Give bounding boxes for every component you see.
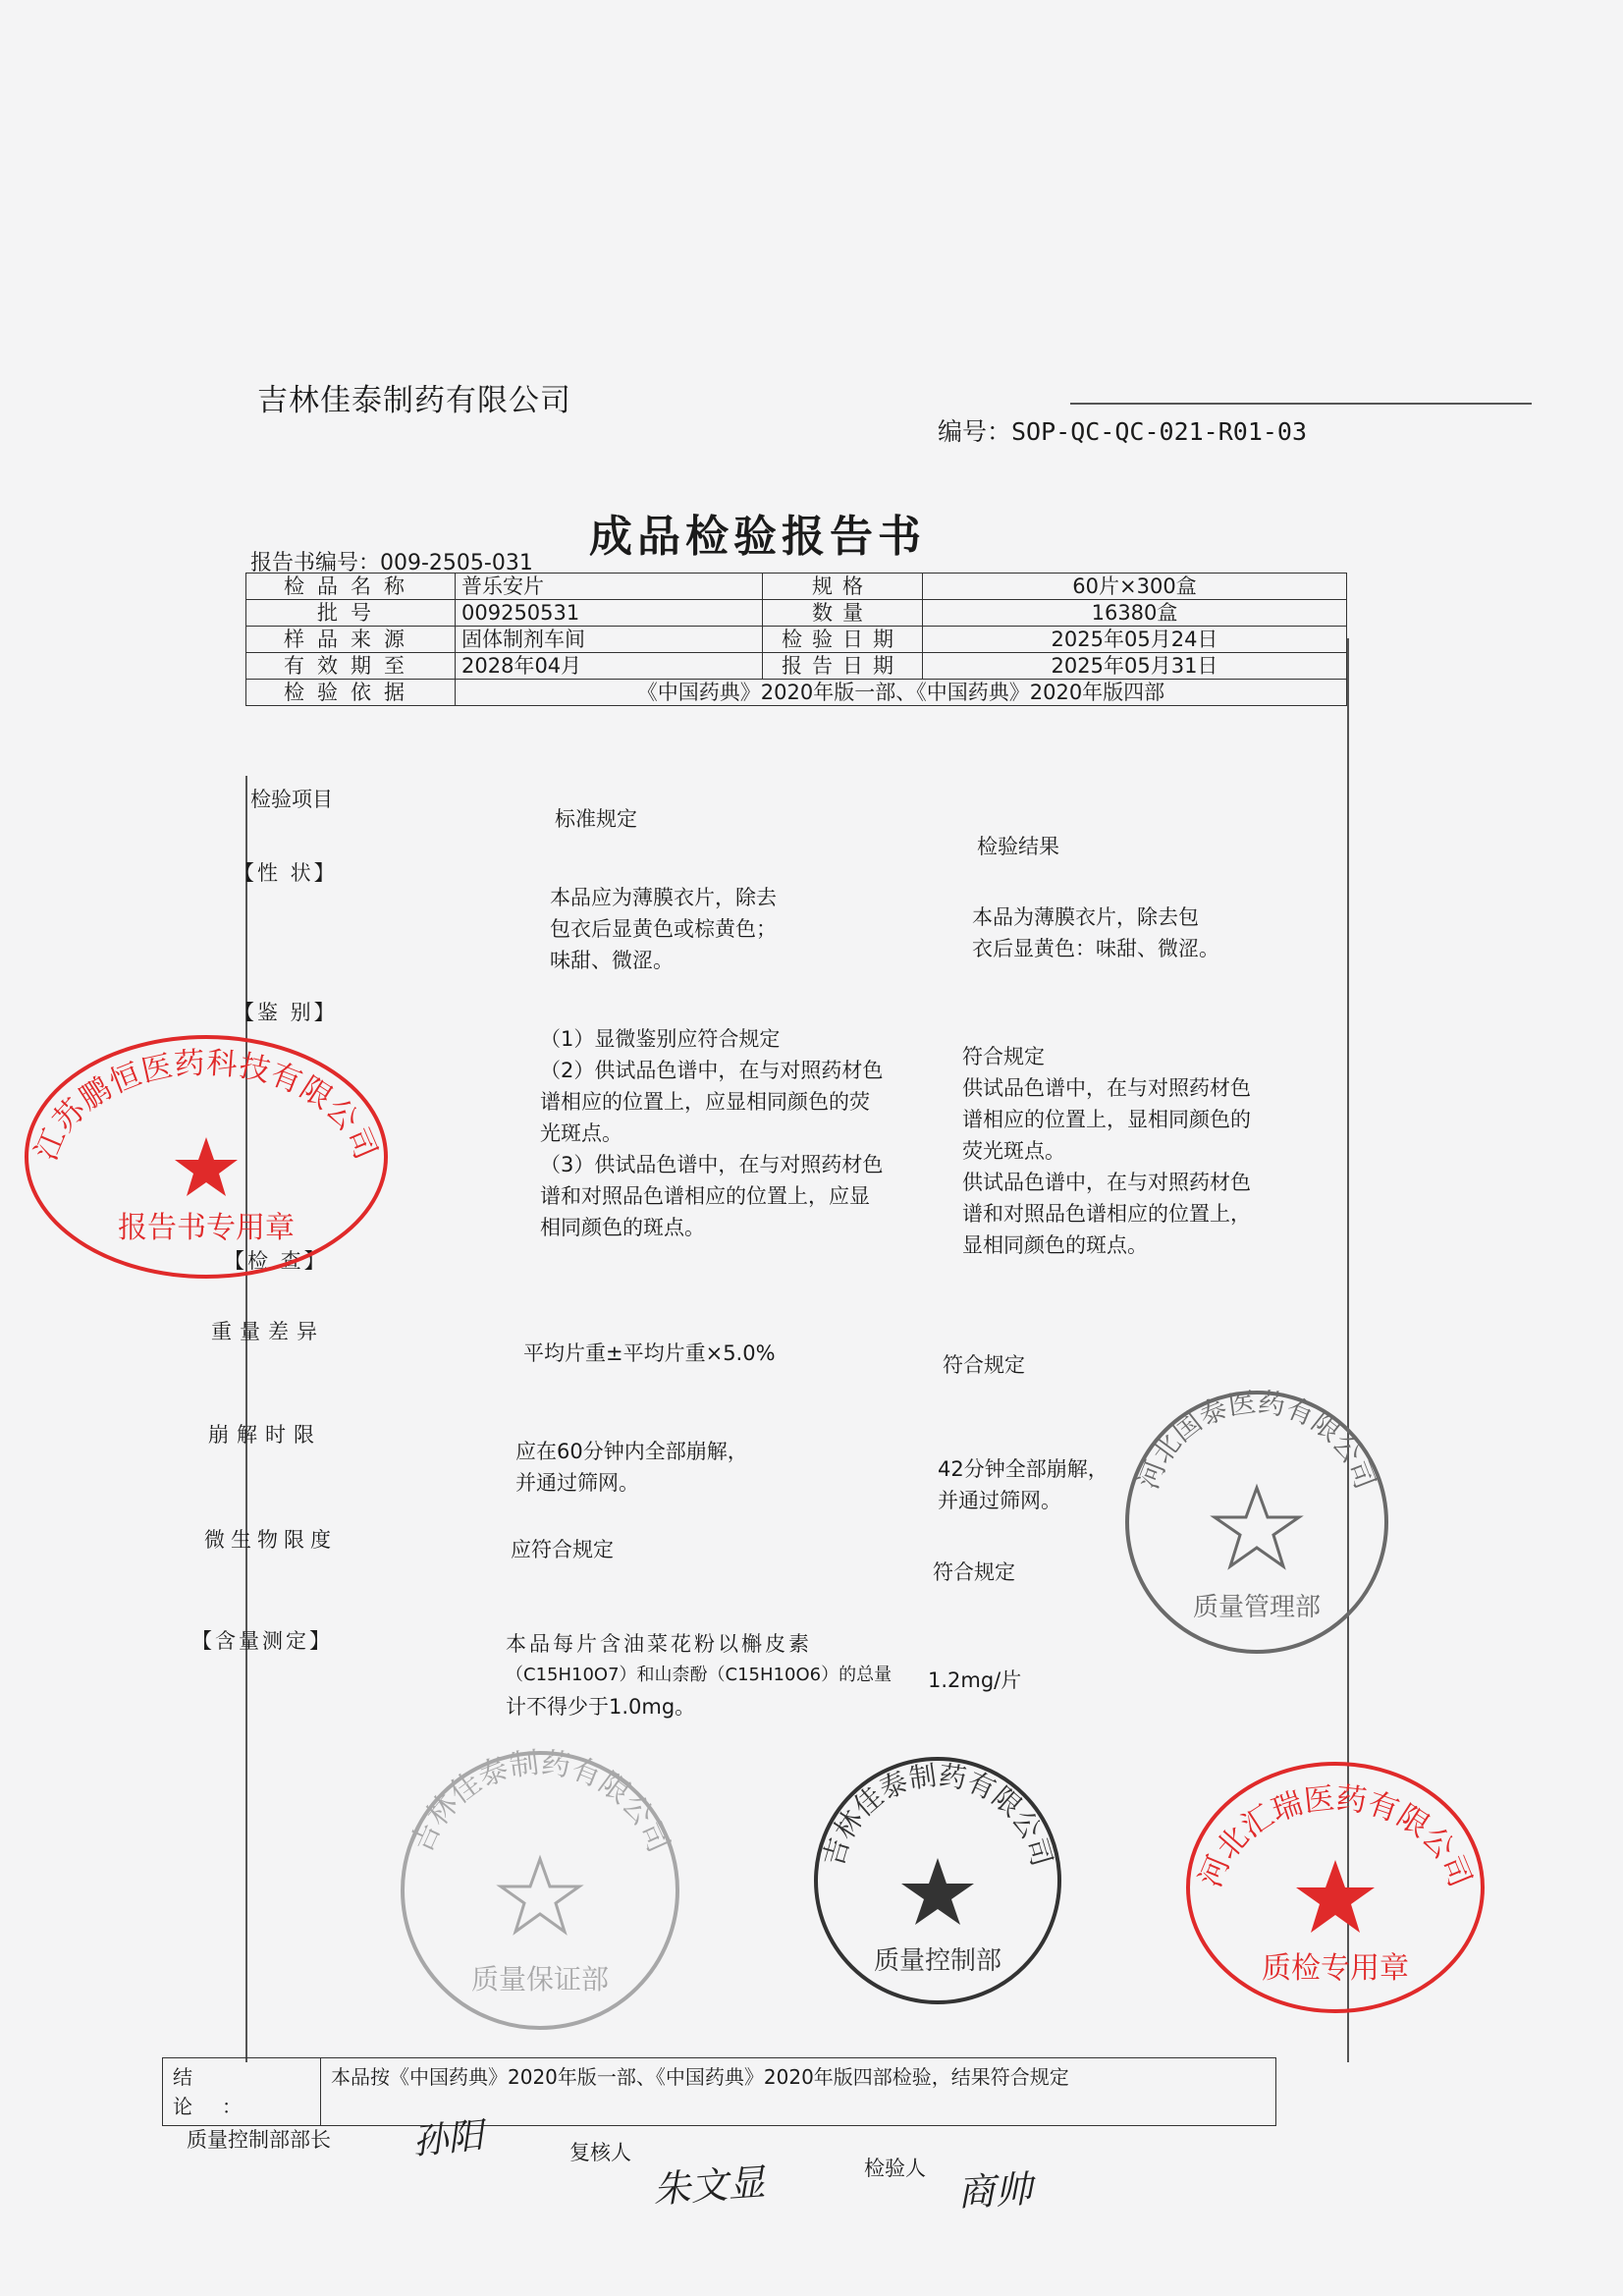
qc-head-signature: 孙阳 — [410, 2115, 486, 2163]
report-date-value: 2025年05月31日 — [923, 653, 1347, 680]
identification-label: 【鉴 别】 — [234, 1001, 338, 1024]
seal4-top-text: 河北汇瑞医药有限公司 — [1192, 1780, 1479, 1892]
seal3-top-text: 吉林佳泰制药有限公司 — [817, 1759, 1058, 1870]
company-name: 吉林佳泰制药有限公司 — [257, 383, 571, 418]
disintegration-result: 42分钟全部崩解， 并通过筛网。 — [938, 1457, 1109, 1512]
batch-label: 批号 — [246, 600, 456, 627]
appearance-standard: 本品应为薄膜衣片，除去 包衣后显黄色或棕黄色； 味甜、微涩。 — [550, 886, 777, 972]
header-rule — [1070, 403, 1532, 405]
source-value: 固体制剂车间 — [456, 627, 763, 653]
weight-result: 符合规定 — [943, 1353, 1025, 1377]
disintegration-standard: 应在60分钟内全部崩解， 并通过筛网。 — [515, 1440, 748, 1495]
seal-hebei-guotai — [1114, 1380, 1399, 1665]
seal3-star-icon — [901, 1858, 974, 1925]
seal5-top-text: 吉林佳泰制药有限公司 — [404, 1745, 676, 1858]
svg-text:吉林佳泰制药有限公司 — [817, 1759, 1058, 1870]
svg-text:吉林佳泰制药有限公司 — [405, 1746, 676, 1858]
microbial-label: 微生物限度 — [204, 1528, 337, 1552]
reviewer-label: 复核人 — [569, 2141, 631, 2164]
basis-label: 检验依据 — [246, 680, 456, 706]
source-label: 样品来源 — [246, 627, 456, 653]
disintegration-label: 崩解时限 — [208, 1423, 322, 1447]
report-title: 成品检验报告书 — [589, 512, 926, 562]
seal-jiangsu-penghng — [15, 1029, 398, 1285]
appearance-label: 【性 状】 — [234, 861, 338, 885]
seal4-star-icon — [1296, 1860, 1375, 1933]
seal-hebei-huirui — [1173, 1750, 1497, 2025]
checks-label: 【检 查】 — [224, 1249, 328, 1273]
seal-jilin-qa-faded — [383, 1743, 697, 2038]
seal2-bottom-text: 质量管理部 — [1192, 1593, 1322, 1622]
seal2-star-icon — [1215, 1488, 1299, 1566]
quantity-value: 16380盒 — [923, 600, 1347, 627]
svg-text:河北国泰医药有限公司 — [1132, 1386, 1381, 1493]
product-info-table — [245, 573, 1347, 706]
seal2-top-text: 河北国泰医药有限公司 — [1131, 1386, 1382, 1494]
seal3-bottom-text: 质量控制部 — [873, 1946, 1002, 1976]
microbial-result: 符合规定 — [933, 1560, 1015, 1584]
document-number: 编号：SOP-QC-QC-021-R01-03 — [938, 417, 1308, 446]
quantity-label: 数量 — [763, 600, 923, 627]
conclusion-text: 本品按《中国药典》2020年版一部、《中国药典》2020年版四部检验，结果符合规定 — [321, 2058, 1276, 2126]
microbial-standard: 应符合规定 — [511, 1538, 614, 1561]
inspector-signature: 商帅 — [956, 2167, 1034, 2214]
assay-result: 1.2mg/片 — [928, 1668, 1022, 1692]
seal5-bottom-text: 质量保证部 — [470, 1963, 610, 1995]
spec-value: 60片×300盒 — [923, 574, 1347, 600]
basis-value: 《中国药典》2020年版一部、《中国药典》2020年版四部 — [456, 680, 1347, 706]
identification-standard: （1）显微鉴别应符合规定 （2）供试品色谱中，在与对照药材色 谱相应的位置上，应显相同颜色的荧 光斑点。 （3）供试品色谱中，在与对照药材色 谱和对照品色谱相应的位置上，应显 相同颜色的斑点。 — [540, 1027, 884, 1239]
inspector-label: 检验人 — [864, 2157, 926, 2180]
weight-standard: 平均片重±平均片重×5.0% — [523, 1341, 776, 1365]
seal1-top-text: 江苏鹏恒医药科技有限公司 — [28, 1045, 384, 1166]
expiry-label: 有效期至 — [246, 653, 456, 680]
identification-result: 符合规定 供试品色谱中，在与对照药材色 谱相应的位置上，显相同颜色的 荧光斑点。 供试品色谱中，在与对照药材色 谱和对照品色谱相应的位置上， 显相同颜色的斑点。 — [962, 1045, 1251, 1257]
assay-label: 【含量测定】 — [191, 1629, 333, 1653]
product-name: 普乐安片 — [456, 574, 763, 600]
col-item-header: 检验项目 — [250, 788, 333, 811]
seal5-star-icon — [501, 1859, 579, 1932]
reviewer-signature: 朱文显 — [651, 2160, 767, 2212]
assay-standard: 本品每片含油菜花粉以槲皮素 （C15H10O7）和山柰酚（C15H10O6）的总量 计不得少于1.0mg。 — [506, 1632, 893, 1719]
appearance-result: 本品为薄膜衣片，除去包 衣后显黄色：味甜、微涩。 — [972, 905, 1219, 960]
expiry-value: 2028年04月 — [456, 653, 763, 680]
spec-label: 规格 — [763, 574, 923, 600]
conclusion-table — [162, 2057, 1276, 2126]
seal-jilin-qc — [805, 1748, 1070, 2013]
batch-value: 009250531 — [456, 600, 763, 627]
col-result-header: 检验结果 — [977, 835, 1059, 858]
test-date-value: 2025年05月24日 — [923, 627, 1347, 653]
product-name-label: 检品名称 — [246, 574, 456, 600]
seal4-bottom-text: 质检专用章 — [1262, 1951, 1409, 1986]
report-date-label: 报告日期 — [763, 653, 923, 680]
seal1-bottom-text: 报告书专用章 — [118, 1211, 295, 1245]
conclusion-label: 结论： — [163, 2058, 321, 2126]
weight-label: 重量差异 — [211, 1320, 325, 1343]
seal1-star-icon — [175, 1137, 238, 1196]
qc-head-label: 质量控制部部长 — [187, 2128, 331, 2152]
col-standard-header: 标准规定 — [555, 807, 637, 831]
report-number: 报告书编号：009-2505-031 — [250, 551, 533, 575]
test-date-label: 检验日期 — [763, 627, 923, 653]
